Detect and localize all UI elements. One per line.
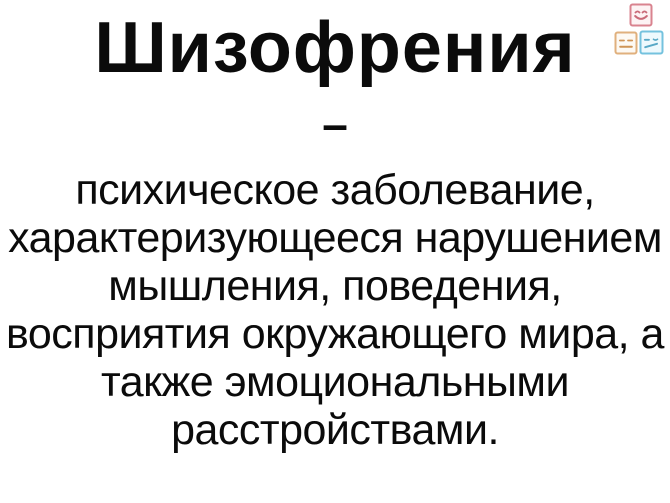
title-dash: – — [322, 98, 348, 150]
emoji-faces-decoration — [612, 2, 668, 58]
definition-line: восприятия окружающего мира, а — [6, 310, 664, 358]
definition-line: характеризующееся нарушением — [8, 214, 662, 262]
definition-line: мышления, поведения, — [108, 262, 562, 310]
definition-line: психическое заболевание, — [75, 166, 595, 214]
neutral-face-icon — [614, 31, 638, 55]
definition-text — [0, 166, 670, 454]
definition-line: расстройствами. — [171, 406, 499, 454]
slide-title: Шизофрения — [94, 8, 576, 88]
smirk-face-icon — [639, 30, 664, 55]
happy-face-icon — [629, 3, 653, 27]
definition-line: также эмоциональными — [101, 358, 569, 406]
